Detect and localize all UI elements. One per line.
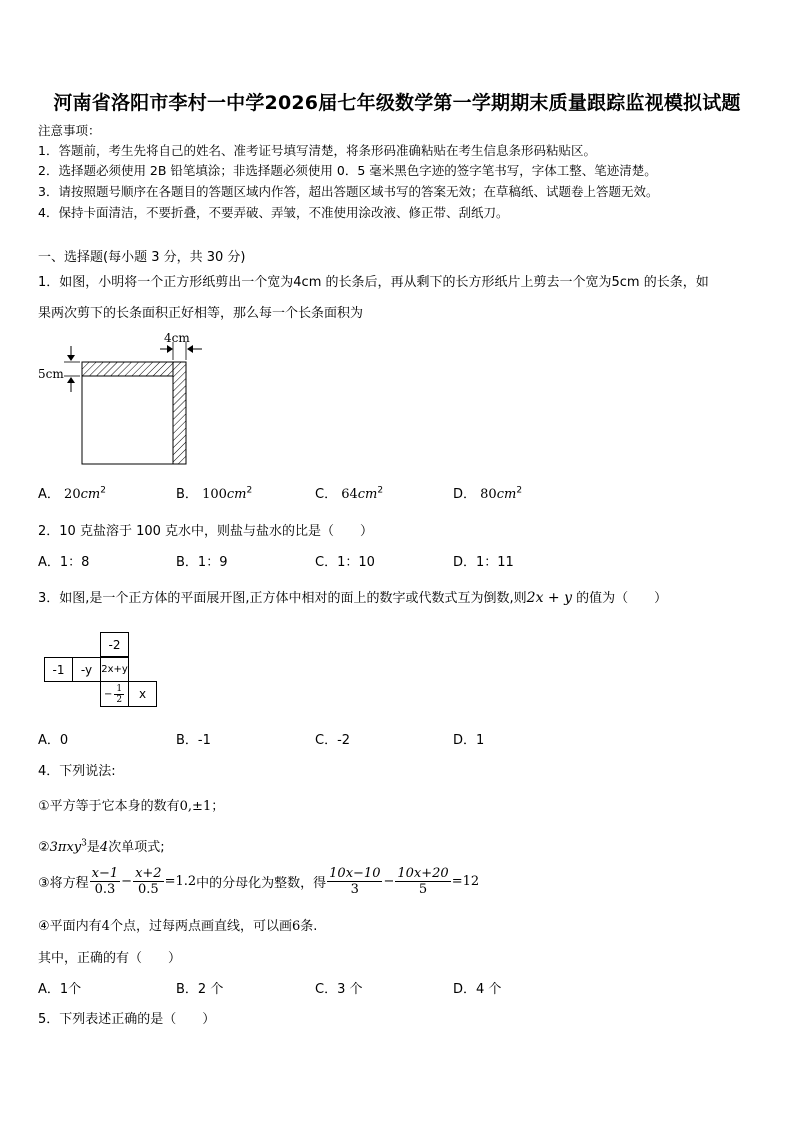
statement-end: 条.	[300, 919, 318, 934]
statement-text: ③将方程	[38, 876, 89, 891]
fraction	[90, 866, 121, 897]
statement-exponent: 3	[81, 838, 87, 849]
q4-option-d[interactable]: D．4 个	[453, 982, 502, 997]
statement-math: 4	[101, 919, 110, 934]
option-unit: cm	[496, 487, 517, 502]
statement-text: 个点，过每两点画直线，可以画	[109, 919, 292, 934]
q2-option-c[interactable]: C．1：10	[315, 555, 375, 570]
fraction-numerator: x−1	[91, 866, 119, 881]
q1-figure	[36, 330, 216, 470]
q2-text: 2．10 克盐溶于 100 克水中，则盐与盐水的比是（ ）	[38, 524, 374, 539]
fraction	[327, 866, 382, 897]
option-exponent: 2	[246, 485, 253, 496]
fraction-numerator: 1	[116, 683, 123, 694]
q4-text: 4．下列说法:	[38, 764, 116, 779]
option-exponent: 2	[516, 485, 523, 496]
q1-option-a[interactable]	[38, 483, 106, 502]
option-letter: B．	[176, 487, 198, 502]
q1-option-d[interactable]	[453, 483, 522, 502]
fraction-numerator: 10x−10	[329, 866, 381, 881]
option-value: 80	[480, 487, 497, 502]
q3-option-b[interactable]: B．-1	[176, 733, 211, 748]
q4-option-a[interactable]: A．1个	[38, 982, 82, 997]
q1-option-c[interactable]	[315, 483, 383, 502]
q3-option-c[interactable]: C．-2	[315, 733, 351, 748]
net-face-right: x	[128, 681, 157, 707]
q3-text-after: 的值为（ ）	[576, 591, 668, 606]
option-unit: cm	[80, 487, 101, 502]
fraction-denominator: 5	[418, 882, 428, 897]
notice-item-4: 4．保持卡面清洁，不要折叠，不要弄破、弄皱，不准使用涂改液、修正带、刮纸刀。	[38, 205, 509, 220]
notice-item-2: 2．选择题必须使用 2B 铅笔填涂；非选择题必须使用 0．5 毫米黑色字迹的签字笔书写，字体工整、笔迹清楚。	[38, 163, 657, 178]
option-unit: cm	[226, 487, 247, 502]
equation-rhs: =1.2	[164, 874, 197, 889]
q4-statement-4	[38, 915, 317, 934]
label-5cm: 5cm	[38, 367, 64, 381]
fraction-sign: −	[103, 688, 113, 700]
q2-option-d[interactable]: D．1：11	[453, 555, 514, 570]
q4-statement-1	[38, 795, 224, 814]
q3-option-a[interactable]: A．0	[38, 733, 69, 748]
statement-math: 0,±1	[179, 799, 212, 814]
statement-text: 是	[86, 840, 100, 855]
notice-item-1: 1．答题前，考生先将自己的姓名、准考证号填写清楚，将条形码准确粘贴在考生信息条形码粘贴区。	[38, 143, 596, 158]
q2-option-a[interactable]: A．1：8	[38, 555, 90, 570]
net-face-left1: -1	[44, 657, 73, 682]
label-4cm: 4cm	[164, 331, 190, 345]
statement-text: ①平方等于它本身的数有	[38, 799, 180, 814]
option-letter: C．	[315, 487, 338, 502]
fraction-denominator: 0.5	[137, 882, 159, 897]
q2-option-b[interactable]: B．1：9	[176, 555, 228, 570]
statement-math: 3πxy	[49, 840, 82, 855]
statement-text: 中的分母化为整数，得	[196, 876, 327, 891]
page-title: 河南省洛阳市李村一中学2026届七年级数学第一学期期末质量跟踪监视模拟试题	[53, 92, 741, 114]
q3-option-d[interactable]: D．1	[453, 733, 485, 748]
q3-expression: 2x + y	[526, 590, 573, 606]
statement-text: ④平面内有	[38, 919, 102, 934]
statement-math: 6	[291, 919, 301, 934]
fraction	[395, 866, 450, 897]
fraction-denominator: 0.3	[94, 882, 116, 897]
option-value: 20	[64, 487, 81, 502]
option-exponent: 2	[377, 485, 384, 496]
q3-text-before: 3．如图,是一个正方体的平面展开图,正方体中相对的面上的数字或代数式互为倒数,则	[38, 591, 527, 606]
fraction-one-half	[114, 684, 124, 705]
minus-sign: −	[121, 874, 133, 889]
notice-heading: 注意事项：	[38, 123, 101, 138]
notice-item-3: 3．请按照题号顺序在各题目的答题区域内作答，超出答题区域书写的答案无效；在草稿纸、试题卷上答题无效。	[38, 184, 659, 199]
net-face-top: -2	[100, 632, 129, 657]
fraction	[133, 866, 164, 897]
option-exponent: 2	[100, 485, 106, 496]
hatched-strip-vertical	[173, 362, 186, 464]
q4-option-b[interactable]: B．2 个	[176, 982, 224, 997]
net-face-left2: -y	[72, 657, 101, 682]
option-letter: D．	[453, 487, 477, 502]
option-value: 64	[341, 487, 358, 502]
square-outline	[82, 362, 186, 464]
net-face-bottom	[100, 681, 129, 707]
section-heading: 一、选择题(每小题 3 分，共 30 分)	[38, 250, 246, 265]
q4-statement-2	[38, 836, 165, 855]
minus-sign: −	[383, 874, 395, 889]
q1-text-line1: 1．如图，小明将一个正方形纸剪出一个宽为4cm 的长条后，再从剩下的长方形纸片上剪去一个宽为5cm 的长条，如	[38, 275, 709, 290]
fraction-denominator: 2	[116, 694, 123, 705]
equation-rhs: =12	[451, 874, 480, 889]
q1-option-b[interactable]	[176, 483, 252, 502]
statement-end: ；	[211, 799, 225, 814]
q4-question: 其中，正确的有（ ）	[38, 951, 182, 966]
q5-text: 5．下列表述正确的是（ ）	[38, 1012, 216, 1027]
q1-text-line2: 果两次剪下的长条面积正好相等，那么每一个长条面积为	[38, 306, 364, 321]
option-unit: cm	[357, 487, 378, 502]
fraction-numerator: x+2	[135, 866, 162, 881]
fraction-denominator: 3	[350, 882, 359, 897]
statement-end: 次单项式;	[108, 840, 165, 855]
q4-option-c[interactable]: C．3 个	[315, 982, 363, 997]
option-letter: A．	[38, 487, 60, 502]
option-value: 100	[202, 487, 227, 502]
statement-number: ②	[38, 840, 50, 855]
q3-text	[38, 587, 667, 606]
hatched-strip-horizontal	[82, 362, 173, 376]
q4-statement-3	[38, 866, 479, 897]
statement-math: 4	[99, 840, 109, 855]
net-face-center: 2x+y	[100, 657, 129, 682]
fraction-numerator: 10x+20	[397, 866, 449, 881]
